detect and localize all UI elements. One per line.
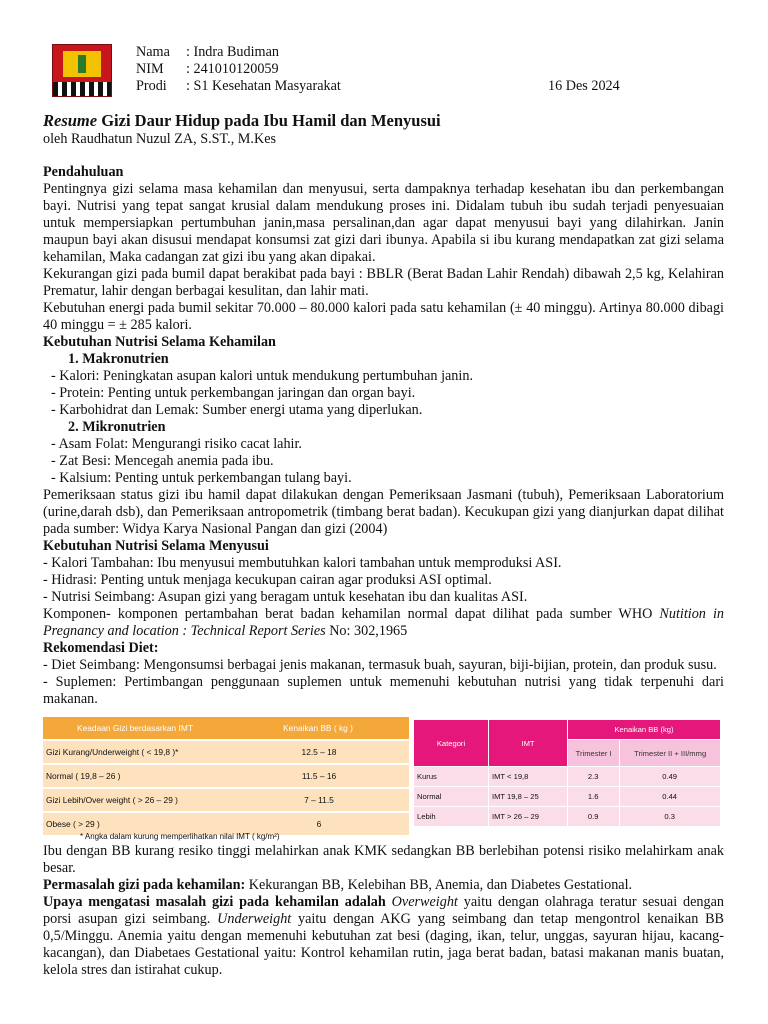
table-header: Trimester I [568, 740, 620, 767]
table-cell: IMT 19,8 – 25 [489, 787, 568, 807]
author-line: oleh Raudhatun Nuzul ZA, S.ST., M.Kes [43, 131, 277, 147]
paragraph-komponen [43, 606, 724, 640]
identity-block [136, 44, 341, 95]
permasalahan-text: Kekurangan BB, Kelebihan BB, Anemia, dan Diabetes Gestational. [245, 877, 633, 893]
list-item: - Asam Folat: Mengurangi risiko cacat lahir. [51, 436, 302, 452]
paragraph-pemeriksaan: Pemeriksaan status gizi ibu hamil dapat dilakukan dengan Pemeriksaan Jasmani (tubuh), Pemeriksaan Laboratorium (urine,darah dsb), dan Pemeriksaan antropometrik (timbang berat badan). Kecukupan gizi yang dianjurkan dapat dilihat pada sumber: Widya Karya Nasional Pangan dan gizi (2004) [43, 487, 724, 537]
heading-kehamilan: Kebutuhan Nutrisi Selama Kehamilan [43, 334, 276, 350]
list-item: - Suplemen: Pertimbangan penggunaan suplemen untuk memenuhi kebutuhan nutrisi yang tidak terpenuhi dari makanan. [43, 674, 724, 707]
title-rest: Gizi Daur Hidup pada Ibu Hamil dan Menyusui [97, 111, 441, 130]
university-logo [52, 44, 112, 97]
table-header: Keadaan Gizi berdasarkan IMT [43, 717, 227, 740]
table-row [43, 788, 409, 812]
logo-stripes [53, 82, 111, 96]
list-item: - Protein: Penting untuk perkembangan jaringan dan organ bayi. [51, 385, 416, 401]
komponen-text: Komponen- komponen pertambahan berat badan kehamilan normal dapat dilihat pada sumber WHO [43, 606, 660, 622]
prodi-row [136, 78, 341, 95]
table-cell: 7 – 11.5 [227, 788, 409, 812]
conclusion-text [43, 843, 724, 979]
table-cell: Lebih [414, 807, 489, 827]
prodi-label: Prodi [136, 78, 167, 94]
document-title [43, 112, 441, 129]
permasalahan-label: Permasalah gizi pada kehamilan: [43, 877, 246, 893]
heading-diet: Rekomendasi Diet: [43, 640, 159, 656]
table-cell: 1.6 [568, 787, 620, 807]
document-date: 16 Des 2024 [548, 78, 620, 94]
nim-row [136, 61, 341, 78]
table-cell: Normal ( 19,8 – 26 ) [43, 764, 227, 788]
paragraph-upaya [43, 894, 724, 979]
weight-gain-table [43, 717, 409, 835]
title-italic: Resume [43, 111, 98, 130]
list-item: - Kalori: Peningkatan asupan kalori untuk mendukung pertumbuhan janin. [51, 368, 473, 384]
table-cell: Obese ( > 29 ) [43, 812, 227, 835]
table-cell: Gizi Kurang/Underweight ( < 19,8 )* [43, 740, 227, 764]
body-text [43, 164, 724, 708]
table-cell: 0.9 [568, 807, 620, 827]
table-header-row [414, 720, 721, 740]
table-header: Kenaikan BB (kg) [568, 720, 721, 740]
list-item: - Karbohidrat dan Lemak: Sumber energi utama yang diperlukan. [51, 402, 423, 418]
table-row [43, 764, 409, 788]
upaya-label: Upaya mengatasi masalah gizi pada kehamilan adalah [43, 894, 392, 910]
table-cell: 0.3 [620, 807, 721, 827]
table-cell: Gizi Lebih/Over weight ( > 26 – 29 ) [43, 788, 227, 812]
table-cell: 6 [227, 812, 409, 835]
upaya-underweight: Underweight [217, 911, 292, 927]
list-item: - Hidrasi: Penting untuk menjaga kecukupan cairan agar produksi ASI optimal. [43, 572, 492, 588]
prodi-value: : S1 Kesehatan Masyarakat [186, 78, 341, 94]
upaya-text-a: yaitu dengan olahraga teratur sesuai dengan porsi asupan gizi seimbang. [43, 894, 725, 927]
table-cell: 11.5 – 16 [227, 764, 409, 788]
table-row [414, 807, 721, 827]
heading-menyusui: Kebutuhan Nutrisi Selama Menyusui [43, 538, 269, 554]
paragraph-risiko: Ibu dengan BB kurang resiko tinggi melahirkan anak KMK sedangkan BB berlebihan potensi risiko melahirkam anak besar. [43, 843, 724, 876]
komponen-number: No: 302,1965 [325, 623, 408, 639]
table-cell: 2.3 [568, 767, 620, 787]
nim-value: : 241010120059 [186, 61, 279, 77]
list-item: - Kalori Tambahan: Ibu menyusui membutuhkan kalori tambahan untuk memproduksi ASI. [43, 555, 562, 571]
name-row [136, 44, 341, 61]
table-cell: Kurus [414, 767, 489, 787]
table-cell: 0.49 [620, 767, 721, 787]
paragraph-energi: Kebutuhan energi pada bumil sekitar 70.000 – 80.000 kalori pada satu kehamilan (± 40 minggu). Artinya 80.000 dibagi 40 minggu = ± 285 kalori. [43, 300, 724, 333]
paragraph-kekurangan: Kekurangan gizi pada bumil dapat berakibat pada bayi : BBLR (Berat Badan Lahir Rendah) dibawah 2,5 kg, Kelahiran Prematur, lahir dengan berbagai kesulitan, dan lahir mati. [43, 266, 724, 299]
name-label: Nama [136, 44, 170, 60]
list-item: - Zat Besi: Mencegah anemia pada ibu. [51, 453, 274, 469]
table-header: Kenaikan BB ( kg ) [227, 717, 409, 740]
table-cell: IMT > 26 – 29 [489, 807, 568, 827]
trimester-table [413, 719, 721, 827]
table-row [43, 740, 409, 764]
table-row [414, 767, 721, 787]
table-header: IMT [489, 720, 568, 767]
table-header-row [43, 717, 409, 740]
komponen-source: Nutition in Pregnancy and location : Technical Report Series [43, 606, 725, 639]
paragraph-permasalahan [43, 877, 724, 894]
paragraph-intro: Pentingnya gizi selama masa kehamilan dan menyusui, serta dampaknya terhadap kesehatan ibu dan perkembangan bayi. Nutrisi yang tepat sangat krusial dalam mendukung proses ini. Didalam tubuh ibu sudah terjadi penyesuaian untuk mempersiapkan pertumbuhan janin,masa persalinan,dan agar dapat menyusui bayi yang dilahirkan. Janin maupun bayi akan disusui mendapat konsumsi zat gizi dari ibunya. Apabila si ibu kurang mendapatkan zat gizi selama kehamilan, Maka cadangan zat gizi ibu yang akan dipakai. [43, 181, 724, 265]
nim-label: NIM [136, 61, 164, 77]
list-item: - Nutrisi Seimbang: Asupan gizi yang beragam untuk kesehatan ibu dan kualitas ASI. [43, 589, 528, 605]
table-cell: IMT < 19,8 [489, 767, 568, 787]
list-item: - Kalsium: Penting untuk perkembangan tulang bayi. [51, 470, 352, 486]
table-row [414, 787, 721, 807]
table-footnote: * Angka dalam kurung memperlihatkan nilai IMT ( kg/m²) [80, 832, 280, 841]
table-header: Trimester II + III/mmg [620, 740, 721, 767]
table-cell: Normal [414, 787, 489, 807]
heading-pendahuluan: Pendahuluan [43, 164, 124, 180]
table-cell: 12.5 – 18 [227, 740, 409, 764]
upaya-text-b: yaitu dengan AKG yang seimbang dan tetap mengontrol kenaikan BB 0,5/Minggu. Anemia yaitu dengan memenuhi kebutuhan zat besi (daging, ikan, telur, unggas, sayuran hijau, kacang-kacangan), dan Diabetaes Gestational yaitu: Kontrol kehamilan rutin, jaga berat badan, batasi makanan manis buatan, kelola stres dan istirahat cukup. [43, 911, 725, 978]
table-cell: 0.44 [620, 787, 721, 807]
heading-makronutrien: 1. Makronutrien [68, 351, 169, 367]
logo-tower [78, 55, 86, 73]
name-value: : Indra Budiman [186, 44, 279, 60]
list-item: - Diet Seimbang: Mengonsumsi berbagai jenis makanan, termasuk buah, sayuran, biji-bijian, protein, dan produk susu. [43, 657, 717, 673]
heading-mikronutrien: 2. Mikronutrien [68, 419, 166, 435]
table-header: Kategori [414, 720, 489, 767]
upaya-overweight: Overweight [391, 894, 458, 910]
